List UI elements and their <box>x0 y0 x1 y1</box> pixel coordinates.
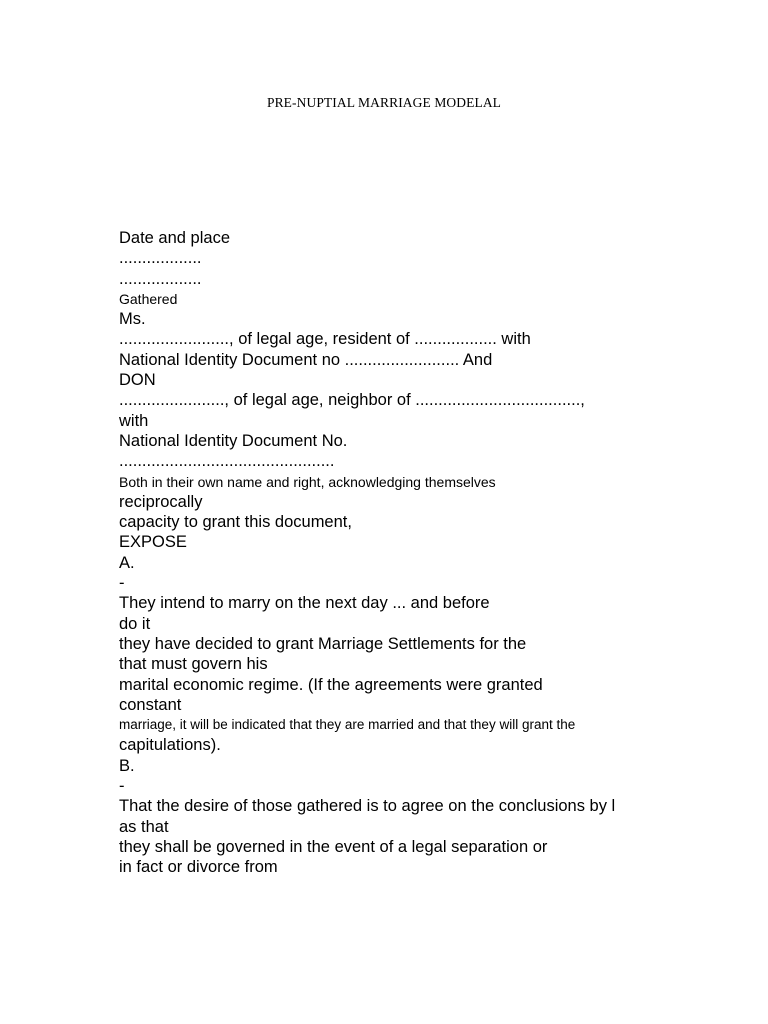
text-line-expose: EXPOSE <box>119 533 187 552</box>
text-line-capacity: capacity to grant this document, <box>119 513 352 532</box>
text-line-date-place: Date and place <box>119 229 230 247</box>
document-title: PRE-NUPTIAL MARRIAGE MODELAL <box>266 95 502 110</box>
text-line-ms-id: National Identity Document no ......................... And <box>119 350 493 369</box>
text-line-blank-id: ............................................... <box>119 452 335 471</box>
text-line-dash-b: - <box>119 777 125 796</box>
text-line-don: DON <box>119 371 156 390</box>
text-line-blank-place: .................. <box>119 269 202 288</box>
text-line-govern: that must govern his <box>119 655 268 674</box>
text-line-regime: marital economic regime. (If the agreements were granted <box>119 675 543 694</box>
text-line-capitulations: capitulations). <box>119 736 221 755</box>
text-line-as-that: as that <box>119 817 169 836</box>
text-line-constant: constant <box>119 695 182 714</box>
text-line-don-details: ......................., of legal age, neighbor of ...................................., <box>119 391 585 410</box>
text-line-capacity-intro: Both in their own name and right, acknowledging themselves <box>119 473 496 490</box>
document-body <box>119 228 759 878</box>
text-line-do-it: do it <box>119 614 151 633</box>
text-line-separation: they shall be governed in the event of a legal separation or <box>119 837 548 856</box>
text-line-settlements: they have decided to grant Marriage Settlements for the <box>119 634 527 653</box>
text-line-reciprocally: reciprocally <box>119 492 203 511</box>
text-line-section-b: B. <box>119 756 135 775</box>
text-line-desire: That the desire of those gathered is to agree on the conclusions by l <box>119 797 616 816</box>
text-line-section-a: A. <box>119 553 135 572</box>
text-line-intend-marry: They intend to marry on the next day ... and before <box>119 594 490 613</box>
text-line-married-note: marriage, it will be indicated that they are married and that they will grant the <box>119 717 576 733</box>
text-line-with: with <box>119 411 149 430</box>
text-line-gathered: Gathered <box>119 290 178 307</box>
text-line-dash-a: - <box>119 574 125 593</box>
text-line-ms: Ms. <box>119 310 146 329</box>
text-line-blank-date: .................. <box>119 249 202 268</box>
text-line-don-id: National Identity Document No. <box>119 431 348 450</box>
text-line-divorce: in fact or divorce from <box>119 858 278 877</box>
text-line-ms-details: ........................, of legal age, resident of .................. with <box>119 330 531 349</box>
